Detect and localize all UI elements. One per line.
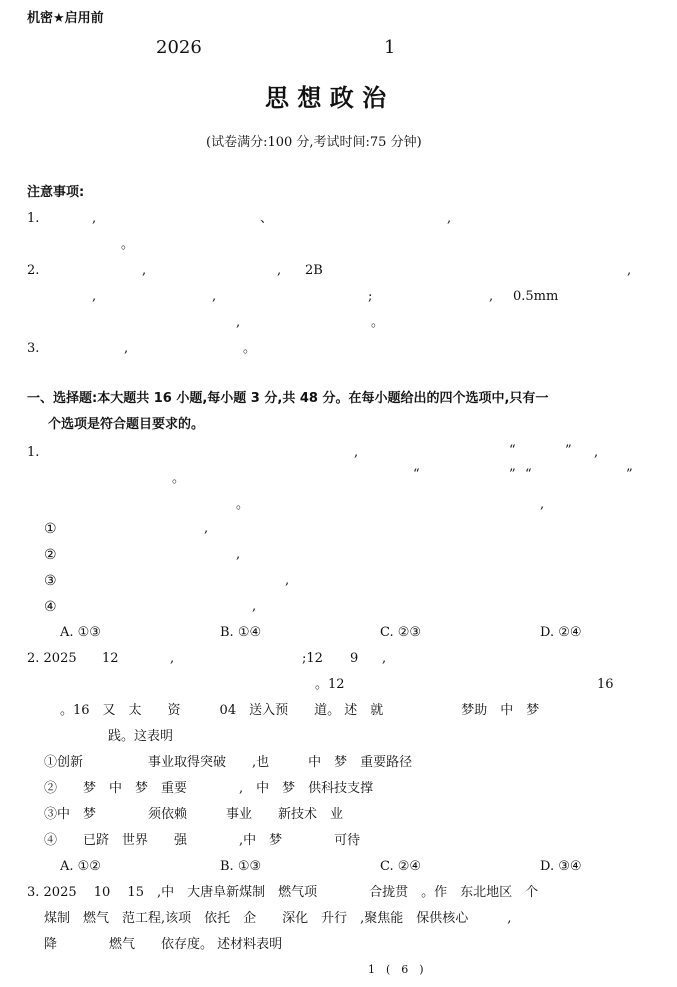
q3-line-3: 降 燃气 依存度。 述材料表明 xyxy=(44,937,283,952)
q2-line-1: ;12 xyxy=(302,651,323,666)
q1-option-4: ④ xyxy=(44,599,57,615)
notice-2-punct: , xyxy=(489,289,494,304)
confidential-label: 机密★启用前 xyxy=(27,11,104,26)
exam-year: 2026 xyxy=(156,37,202,58)
q2-line-1: 9 xyxy=(350,651,359,666)
q1-choice-c: C. ②③ xyxy=(380,625,422,640)
q1-punct: , xyxy=(354,445,359,460)
q2-line-1: , xyxy=(170,651,175,666)
q1-option-3-punct: , xyxy=(285,573,290,588)
notice-1-punct: 。 xyxy=(121,237,135,252)
q2-choice-b: B. ①③ xyxy=(220,859,262,874)
q2-line-2: 16 xyxy=(597,677,614,692)
q1-option-4-punct: , xyxy=(252,599,257,614)
q2-line-1: 12 xyxy=(102,651,119,666)
q1-punct: , xyxy=(540,497,545,512)
q2-line-1: 2. 2025 xyxy=(27,651,77,666)
section-heading: 一、选择题:本大题共 16 小题,每小题 3 分,共 48 分。在每小题给出的四个选项中,只有一 xyxy=(27,391,549,406)
notice-3-punct: , xyxy=(124,341,129,356)
notice-2-pen-size: 0.5mm xyxy=(513,289,559,304)
q1-choice-a: A. ①③ xyxy=(60,625,101,640)
subtitle: (试卷满分:100 分,考试时间:75 分钟) xyxy=(206,135,422,150)
notice-1-punct: , xyxy=(447,211,452,226)
notice-2-punct: , xyxy=(236,315,241,330)
page-title: 思 想 政 治 xyxy=(265,84,387,112)
notice-2-punct: , xyxy=(142,263,147,278)
q1-quote: “ xyxy=(525,467,532,482)
section-heading-cont: 个选项是符合题目要求的。 xyxy=(48,417,205,432)
notice-heading: 注意事项: xyxy=(27,185,85,200)
notice-2-punct: , xyxy=(212,289,217,304)
q1-quote: “ xyxy=(413,467,420,482)
q2-option-4: ④ 已跻 世界 强 ,中 梦 可待 xyxy=(44,833,361,848)
notice-2-punct: ; xyxy=(368,289,373,304)
q1-option-2-punct: , xyxy=(236,547,241,562)
q2-line-3: 。16 又 太 资 04 送入预 道。 述 就 梦助 中 梦 xyxy=(60,703,540,718)
q3-line-1: 3. 2025 10 15 ,中 大唐阜新煤制 燃气项 合拢贯 。作 东北地区 个 xyxy=(27,885,539,900)
q2-option-2: ② 梦 中 梦 重要 , 中 梦 供科技支撑 xyxy=(44,781,374,796)
q1-option-3: ③ xyxy=(44,573,57,589)
q1-option-1-punct: , xyxy=(204,521,209,536)
notice-2-punct: , xyxy=(92,289,97,304)
q2-line-2: 。12 xyxy=(315,677,345,692)
q2-choice-c: C. ②④ xyxy=(380,859,422,874)
notice-1-number: 1. xyxy=(27,211,40,226)
q2-line-1: , xyxy=(382,651,387,666)
notice-2-punct: , xyxy=(277,263,282,278)
q1-option-1: ① xyxy=(44,521,57,537)
q2-option-1: ①创新 事业取得突破 ,也 中 梦 重要路径 xyxy=(44,755,413,770)
q1-number: 1. xyxy=(27,445,40,460)
q1-quote: ” xyxy=(565,443,572,458)
notice-2-punct: 。 xyxy=(371,315,385,330)
q3-line-2: 煤制 燃气 范工程,该项 依托 企 深化 升行 ,聚焦能 保供核心 , xyxy=(44,911,512,926)
q1-choice-b: B. ①④ xyxy=(220,625,262,640)
q1-option-2: ② xyxy=(44,547,57,563)
q1-choice-d: D. ②④ xyxy=(540,625,582,640)
q1-quote: “ xyxy=(509,443,516,458)
notice-2-punct: , xyxy=(627,263,632,278)
page-footer: 1 ( 6 ) xyxy=(368,963,424,976)
q1-punct: , xyxy=(594,445,599,460)
q2-line-4: 践。这表明 xyxy=(108,729,174,744)
notice-1-punct: , xyxy=(92,211,97,226)
q2-option-3: ③中 梦 须依赖 事业 新技术 业 xyxy=(44,807,344,822)
notice-3-punct: 。 xyxy=(243,341,257,356)
q2-choice-a: A. ①② xyxy=(60,859,101,874)
notice-1-punct: 、 xyxy=(260,211,274,226)
q1-quote: ” xyxy=(626,467,633,482)
q1-quote: ” xyxy=(509,467,516,482)
notice-2-pencil: 2B xyxy=(305,263,323,278)
q1-punct: 。 xyxy=(236,497,250,512)
q1-punct: 。 xyxy=(172,471,186,486)
q2-choice-d: D. ③④ xyxy=(540,859,582,874)
notice-3-number: 3. xyxy=(27,341,40,356)
exam-grade: 1 xyxy=(384,37,396,58)
notice-2-number: 2. xyxy=(27,263,40,278)
